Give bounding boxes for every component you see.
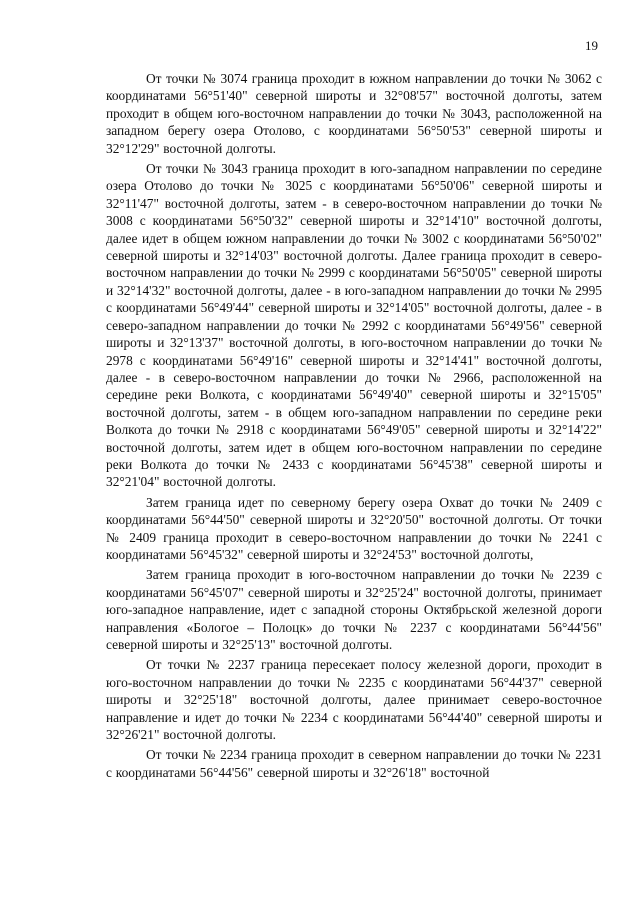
- paragraph: От точки № 3074 граница проходит в южном направлении до точки № 3062 с координатами 56°51'40" северной широты и 32°08'57" восточной долготы, затем проходит в общем юго-восточном направлении до точки № 3043, расположенной на западном берегу озера Отолово, с координатами 56°50'53" северной широты и 32°12'29" восточной долготы.: [106, 71, 602, 156]
- page-number: 19: [585, 38, 598, 53]
- paragraph: От точки № 2234 граница проходит в северном направлении до точки № 2231 с координатами 56°44'56" северной широты и 32°26'18" восточной: [106, 747, 602, 780]
- paragraph: От точки № 3043 граница проходит в юго-западном направлении по середине озера Отолово до точки № 3025 с координатами 56°50'06" северной широты и 32°11'47" восточной долготы, затем - в северо-восточном направлении до точки № 3008 с координатами 56°50'32" северной широты и 32°14'10" восточной долготы, далее идет в общем южном направлении до точки № 3002 с координатами 56°50'02" северной широты и 32°14'03" восточной долготы. Далее граница проходит в северо-восточном направлении до точки № 2999 с координатами 56°50'05" северной широты и 32°14'32" восточной долготы, далее - в юго-западном направлении до точки № 2995 с координатами 56°49'44" северной широты и 32°14'05" восточной долготы, далее - в северо-западном направлении до точки № 2992 с координатами 56°49'56" северной широты и 32°13'37" восточной долготы, в юго-восточном направлении до точки № 2978 с координатами 56°49'16" северной широты и 32°14'41" восточной долготы, далее - в северо-восточном направлении до точки № 2966, расположенной на середине реки Волкота, с координатами 56°49'40" северной широты и 32°15'05" восточной долготы, затем - в общем юго-западном направлении по середине реки Волкота до точки № 2918 с координатами 56°49'05" северной широты и 32°14'22" восточной долготы, затем идет в общем юго-восточном направлении по середине реки Волкота до точки № 2433 с координатами 56°45'38" северной широты и 32°21'04" восточной долготы.: [106, 161, 602, 490]
- document-body: [106, 70, 602, 784]
- paragraph: От точки № 2237 граница пересекает полосу железной дороги, проходит в юго-восточном направлении до точки № 2235 с координатами 56°44'37" северной широты и 32°25'18" восточной долготы, далее принимает северо-восточное направление и идет до точки № 2234 с координатами 56°44'40" северной широты и 32°26'21" восточной долготы.: [106, 657, 602, 743]
- paragraph: Затем граница идет по северному берегу озера Охват до точки № 2409 с координатами 56°44'50" северной широты и 32°20'50" восточной долготы. От точки № 2409 граница проходит в северо-восточном направлении до точки № 2241 с координатами 56°45'32" северной широты и 32°24'53" восточной долготы,: [106, 494, 602, 562]
- paragraph: Затем граница проходит в юго-восточном направлении до точки № 2239 с координатами 56°45'07" северной широты и 32°25'24" восточной долготы, принимает юго-западное направление, идет с западной стороны Октябрьской железной дороги направления «Бологое – Полоцк» до точки № 2237 с координатами 56°44'56" северной широты и 32°25'13" восточной долготы.: [106, 567, 602, 652]
